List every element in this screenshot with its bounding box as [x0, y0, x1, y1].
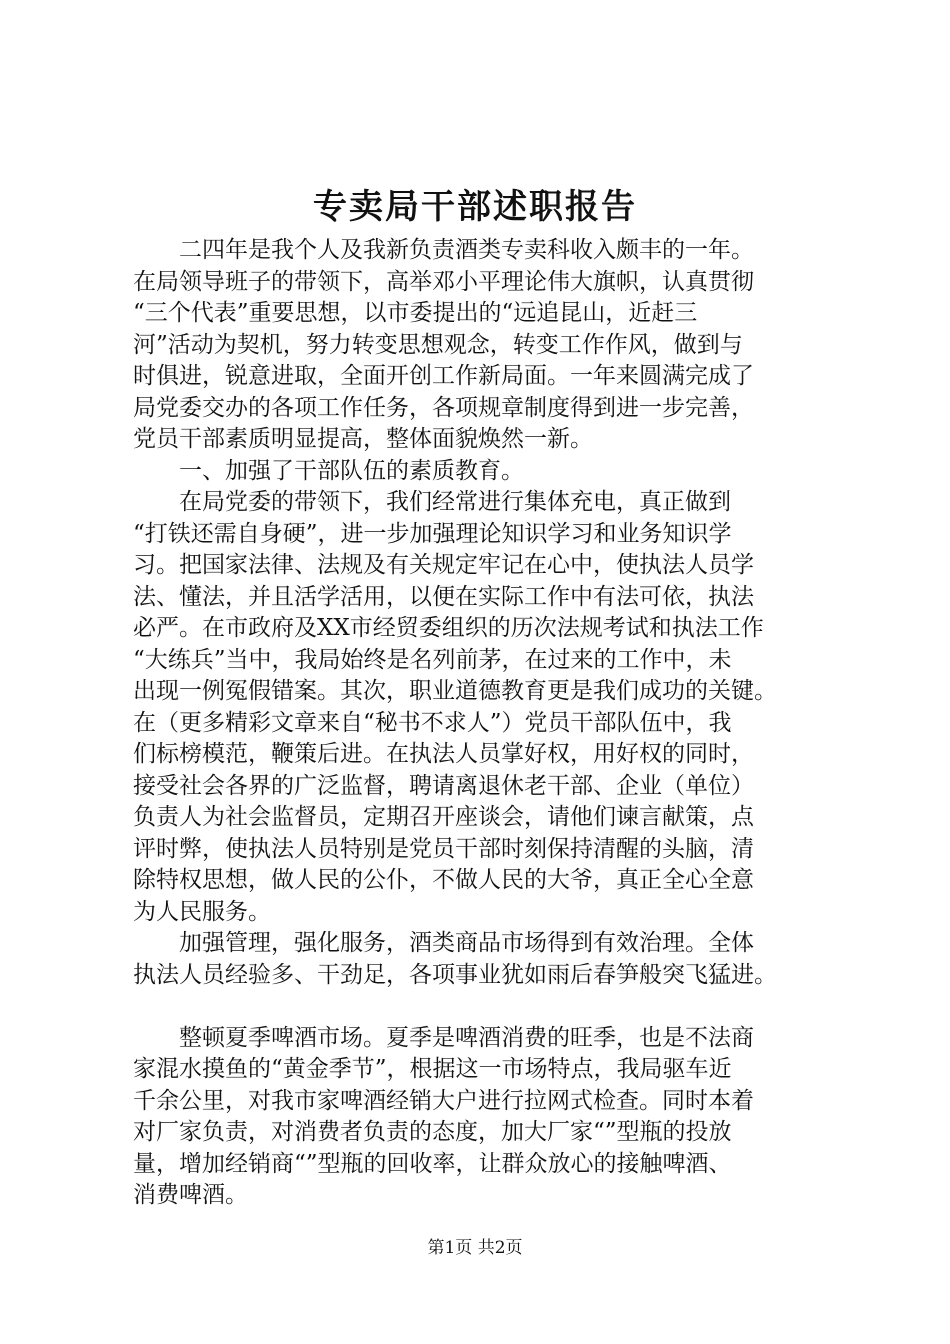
body-line: 除特权思想，做人民的公仆，不做人民的大爷，真正全心全意 — [133, 867, 754, 893]
body-line: 在（更多精彩文章来自“秘书不求人”）党员干部队伍中，我 — [133, 709, 732, 736]
body-line: 为人民服务。 — [133, 898, 271, 925]
body-line: 整顿夏季啤酒市场。夏季是啤酒消费的旺季，也是不法商 — [179, 1024, 754, 1051]
body-line: “打铁还需自身硬”，进一步加强理论知识学习和业务知识学 — [133, 520, 732, 547]
body-line: 加强管理，强化服务，酒类商品市场得到有效治理。全体 — [179, 930, 754, 956]
body-line: 习。把国家法律、法规及有关规定牢记在心中，使执法人员学 — [133, 552, 754, 578]
body-line: 们标榜模范，鞭策后进。在执法人员掌好权，用好权的同时， — [133, 741, 754, 767]
body-line: 出现一例冤假错案。其次，职业道德教育更是我们成功的关键。 — [133, 678, 777, 704]
body-line: “大练兵”当中，我局始终是名列前茅，在过来的工作中，未 — [133, 646, 732, 673]
section-heading: 一、加强了干部队伍的素质教育。 — [179, 457, 524, 484]
body-line: 接受社会各界的广泛监督，聘请离退休老干部、企业（单位） — [133, 772, 754, 799]
body-line: 负责人为社会监督员，定期召开座谈会，请他们谏言献策，点 — [133, 804, 754, 830]
body-line: 二四年是我个人及我新负责酒类专卖科收入颇丰的一年。 — [179, 237, 754, 263]
body-line: 时俱进，锐意进取，全面开创工作新局面。一年来圆满完成了 — [133, 363, 754, 389]
body-line: 在局领导班子的带领下，高举邓小平理论伟大旗帜，认真贯彻 — [133, 268, 754, 295]
page-number-footer: 第1页 共2页 — [427, 1238, 523, 1258]
body-line: 必严。在市政府及XX市经贸委组织的历次法规考试和执法工作 — [133, 615, 764, 641]
body-line: 执法人员经验多、干劲足，各项事业犹如雨后春笋般突飞猛进。 — [133, 961, 777, 988]
body-line: 消费啤酒。 — [133, 1182, 248, 1208]
body-line: “三个代表”重要思想，以市委提出的“远追昆山，近赶三 — [133, 300, 698, 326]
document-title: 专卖局干部述职报告 — [313, 187, 637, 227]
body-line: 对厂家负责，对消费者负责的态度，加大厂家“”型瓶的投放 — [133, 1119, 732, 1145]
body-line: 法、懂法，并且活学活用，以便在实际工作中有法可依，执法 — [133, 583, 754, 610]
body-line: 评时弊，使执法人员特别是党员干部时刻保持清醒的头脑，清 — [133, 835, 754, 862]
document-body — [133, 235, 833, 1212]
body-line: 局党委交办的各项工作任务，各项规章制度得到进一步完善， — [133, 394, 754, 421]
body-line: 在局党委的带领下，我们经常进行集体充电，真正做到 — [179, 489, 731, 515]
body-line: 党员干部素质明显提高，整体面貌焕然一新。 — [133, 426, 593, 452]
body-line: 千余公里，对我市家啤酒经销大户进行拉网式检查。同时本着 — [133, 1087, 754, 1114]
body-line: 河”活动为契机，努力转变思想观念，转变工作作风，做到与 — [133, 331, 743, 358]
blank-line — [133, 991, 833, 1023]
body-line: 量，增加经销商“”型瓶的回收率，让群众放心的接触啤酒、 — [133, 1150, 732, 1177]
body-line: 家混水摸鱼的“黄金季节”，根据这一市场特点，我局驱车近 — [133, 1056, 732, 1082]
